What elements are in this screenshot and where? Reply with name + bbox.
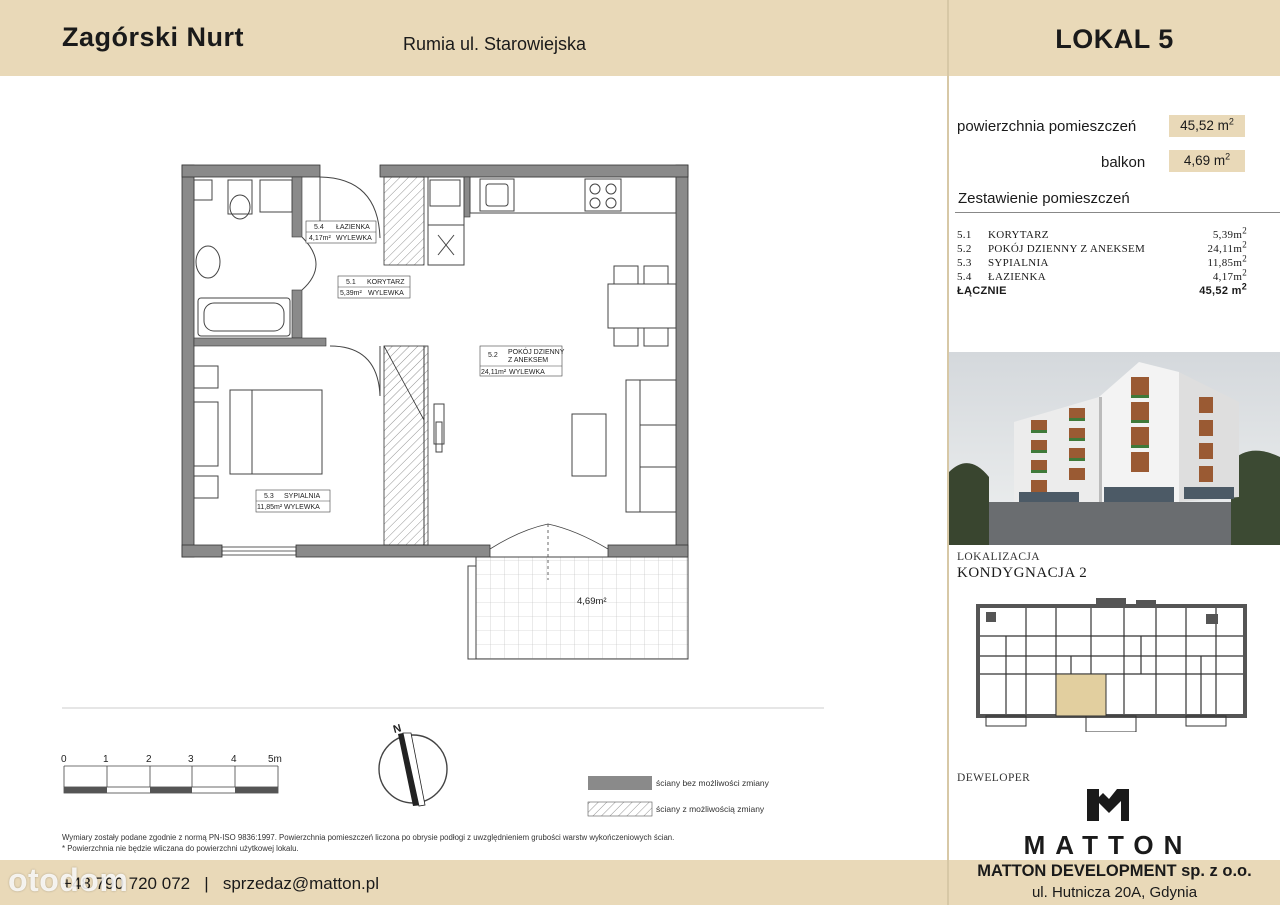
- unit-title: LOKAL 5: [1055, 24, 1174, 54]
- svg-text:1: 1: [103, 754, 109, 765]
- room-label-5-1: [338, 276, 410, 298]
- rooms-title: Zestawienie pomieszczeń: [958, 190, 1130, 207]
- developer-address: ul. Hutnicza 20A, Gdynia: [1031, 884, 1198, 901]
- table-row: 5.3 SYPIALNIA $11,85m^2$: [957, 253, 1247, 269]
- svg-text:11,85m²: 11,85m²: [257, 504, 283, 511]
- svg-text:ŁAZIENKA: ŁAZIENKA: [336, 224, 370, 231]
- floor-plan: [0, 76, 947, 860]
- svg-text:WYLEWKA: WYLEWKA: [368, 290, 404, 297]
- contact-info[interactable]: +48 790 720 072 | sprzedaz@matton.pl: [62, 874, 380, 893]
- table-row: 5.4 ŁAZIENKA $4,17m^2$: [957, 267, 1247, 283]
- disclaimer: Wymiary zostały podane zgodnie z normą PN-ISO 9836:1997. Powierzchnia pomieszczeń liczona po obrysie podłogi z uwzględnieniem grubości warstw wykończeniowych ścian. * Powierzchnia nie będzie wliczana do powierzchni użytkowej lokalu.: [62, 833, 675, 853]
- scale-bar: [61, 754, 282, 793]
- svg-text:POKÓJ DZIENNY: POKÓJ DZIENNY: [508, 349, 565, 356]
- table-row: 5.1 KORYTARZ $5,39m^2$: [957, 225, 1247, 241]
- svg-text:0: 0: [61, 754, 67, 765]
- svg-text:SYPIALNIA: SYPIALNIA: [284, 493, 321, 500]
- svg-text:4,17m²: 4,17m²: [309, 235, 331, 242]
- svg-text:5,39m²: 5,39m²: [340, 290, 362, 297]
- location-label: LOKALIZACJA: [957, 551, 1040, 563]
- developer-label: DEWELOPER: [957, 772, 1031, 784]
- matton-logo-icon: [1087, 789, 1129, 826]
- svg-text:24,11m²: 24,11m²: [481, 369, 507, 376]
- project-address: Rumia ul. Starowiejska: [403, 34, 587, 54]
- svg-text:N: N: [391, 722, 403, 737]
- area-label: powierzchnia pomieszczeń: [957, 118, 1137, 135]
- area-value: 45,52 $m^2$: [1169, 115, 1245, 137]
- rooms-table: [957, 225, 1247, 298]
- svg-text:KORYTARZ: KORYTARZ: [367, 279, 405, 286]
- legend: [588, 776, 770, 816]
- svg-text:ściany bez możliwości zmiany: ściany bez możliwości zmiany: [656, 778, 769, 788]
- matton-wordmark: MATTON: [1023, 830, 1193, 860]
- svg-text:WYLEWKA: WYLEWKA: [284, 504, 320, 511]
- floor-value: KONDYGNACJA 2: [957, 565, 1088, 581]
- balcony-label: balkon: [1101, 154, 1146, 171]
- svg-text:5.2: 5.2: [488, 352, 498, 359]
- room-label-5-2: [480, 346, 565, 376]
- building-render-image: [949, 352, 1280, 545]
- table-row: 5.2 POKÓJ DZIENNY Z ANEKSEM $24,11m^2$: [957, 239, 1247, 255]
- svg-text:ściany z możliwością zmiany: ściany z możliwością zmiany: [656, 804, 765, 814]
- svg-text:2: 2: [146, 754, 152, 765]
- svg-text:5m: 5m: [268, 754, 282, 765]
- rooms-separator: [955, 212, 1280, 213]
- svg-text:4: 4: [231, 754, 237, 765]
- otodom-watermark: otodom: [8, 862, 129, 898]
- floor-plan-thumbnail: [966, 592, 1256, 732]
- balcony-area-label: 4,69m²: [577, 596, 607, 607]
- project-name: Zagórski Nurt: [62, 22, 245, 52]
- room-label-5-4: [306, 221, 376, 243]
- svg-text:Z ANEKSEM: Z ANEKSEM: [508, 357, 549, 364]
- svg-text:5.1: 5.1: [346, 279, 356, 286]
- room-label-5-3: [256, 490, 330, 512]
- svg-text:5.3: 5.3: [264, 493, 274, 500]
- developer-name: MATTON DEVELOPMENT sp. z o.o.: [977, 862, 1252, 880]
- compass-icon: [379, 722, 447, 806]
- table-total-row: ŁĄCZNIE 45,52 $m^2$: [957, 281, 1247, 297]
- svg-text:WYLEWKA: WYLEWKA: [336, 235, 372, 242]
- balcony-value: 4,69 $m^2$: [1169, 150, 1245, 172]
- svg-text:WYLEWKA: WYLEWKA: [509, 369, 545, 376]
- svg-text:3: 3: [188, 754, 194, 765]
- svg-text:5.4: 5.4: [314, 224, 324, 231]
